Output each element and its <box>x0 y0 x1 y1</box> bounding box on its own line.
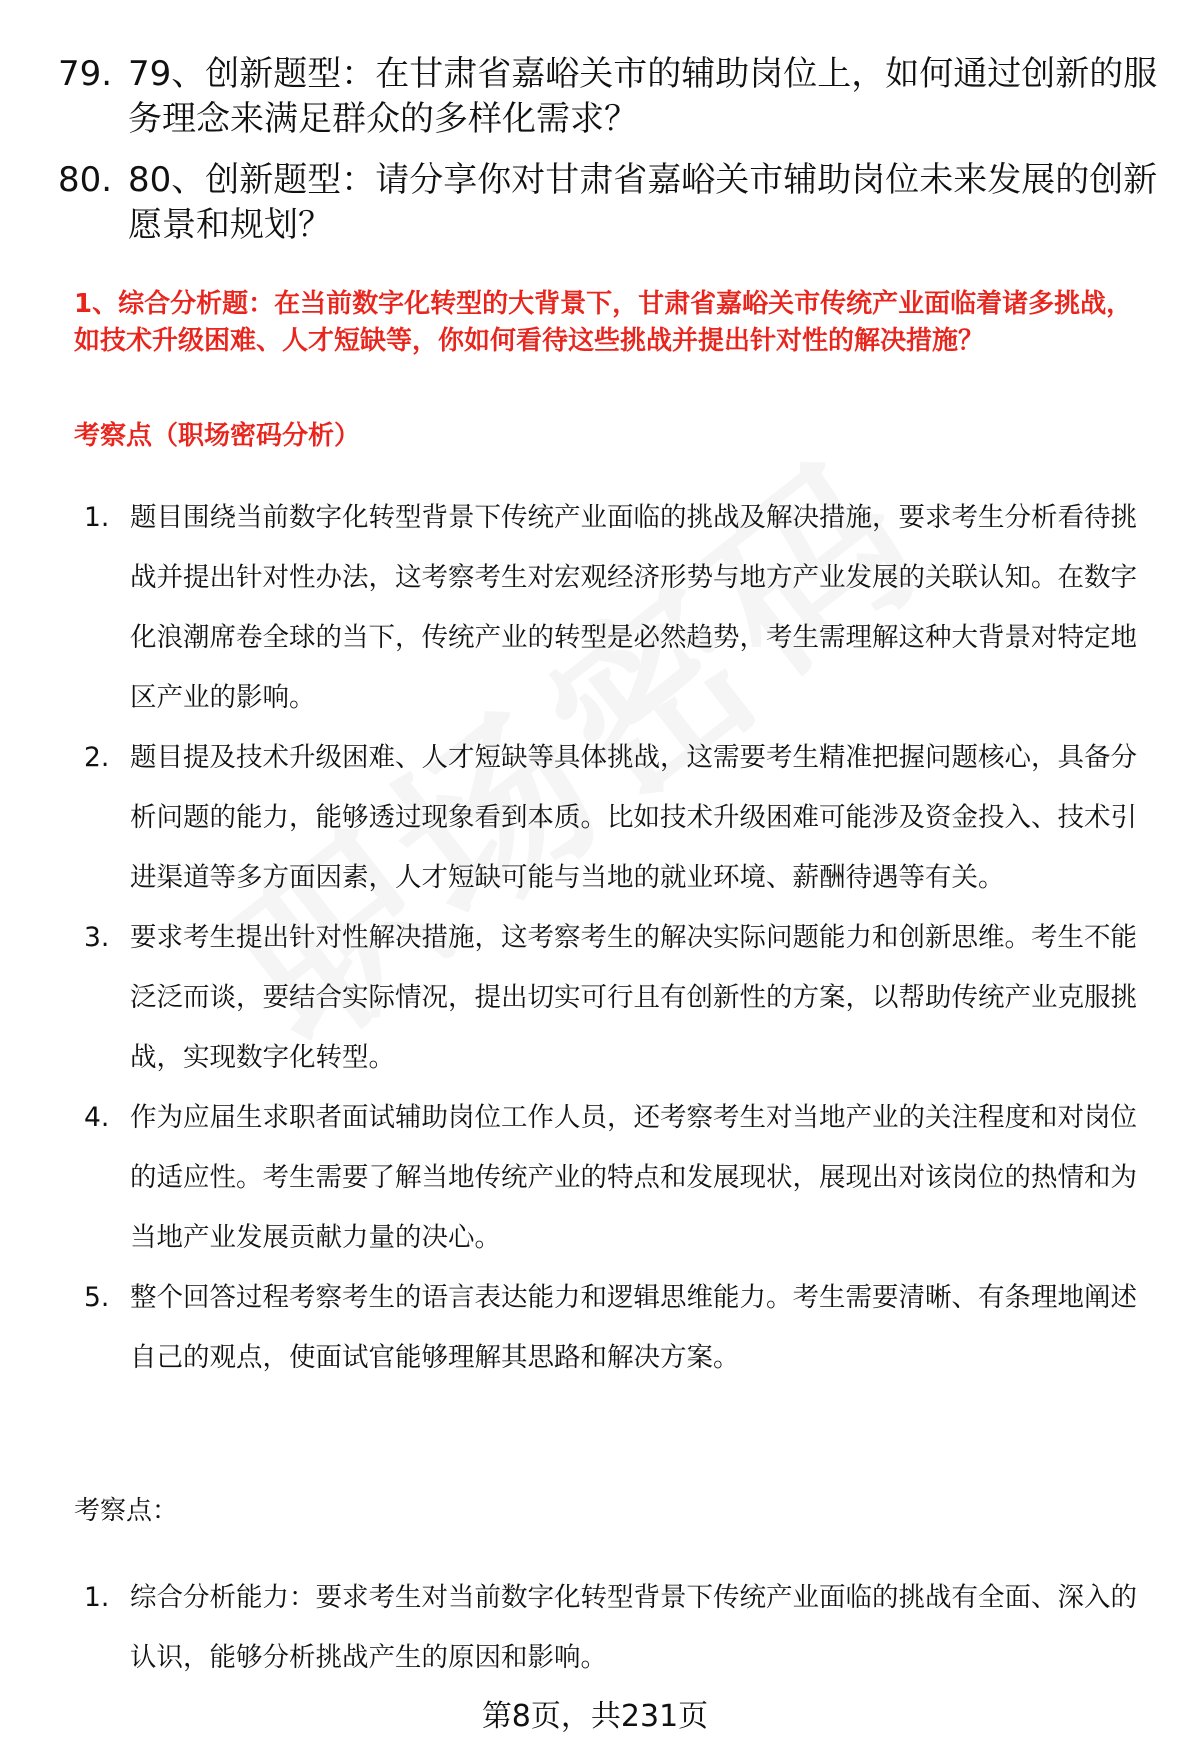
list-item <box>84 728 1154 908</box>
analysis-point-list <box>84 488 1154 1388</box>
analysis-heading: 考察点（职场密码分析） <box>74 421 361 451</box>
list-item <box>84 1568 1154 1688</box>
exam-points-heading: 考察点： <box>74 1496 179 1526</box>
list-item-number: 4. <box>84 1102 110 1133</box>
list-item <box>84 1088 1154 1268</box>
list-item-number: 2. <box>84 742 110 773</box>
list-item-number: 5. <box>84 1282 110 1313</box>
list-item <box>84 908 1154 1088</box>
list-item-text: 题目提及技术升级困难、人才短缺等具体挑战，这需要考生精准把握问题核心，具备分析问题的能力，能够透过现象看到本质。比如技术升级困难可能涉及资金投入、技术引进渠道等多方面因素，人才短缺可能与当地的就业环境、薪酬待遇等有关。 <box>130 742 1137 893</box>
question-text: 79、创新题型：在甘肃省嘉峪关市的辅助岗位上，如何通过创新的服务理念来满足群众的多样化需求？ <box>128 54 1158 139</box>
list-item-text: 作为应届生求职者面试辅助岗位工作人员，还考察考生对当地产业的关注程度和对岗位的适应性。考生需要了解当地传统产业的特点和发展现状，展现出对该岗位的热情和为当地产业发展贡献力量的决心。 <box>130 1102 1137 1253</box>
exam-point-list <box>84 1568 1154 1688</box>
list-item-text: 要求考生提出针对性解决措施，这考察考生的解决实际问题能力和创新思维。考生不能泛泛而谈，要结合实际情况，提出切实可行且有创新性的方案，以帮助传统产业克服挑战，实现数字化转型。 <box>130 922 1137 1073</box>
question-text: 80、创新题型：请分享你对甘肃省嘉峪关市辅助岗位未来发展的创新愿景和规划？ <box>128 160 1158 245</box>
list-item <box>84 1268 1154 1388</box>
list-item-text: 综合分析能力：要求考生对当前数字化转型背景下传统产业面临的挑战有全面、深入的认识，能够分析挑战产生的原因和影响。 <box>130 1582 1137 1673</box>
list-item <box>84 488 1154 728</box>
list-item-number: 3. <box>84 922 110 953</box>
question-number: 79. <box>58 54 113 94</box>
question-item <box>58 158 1158 248</box>
question-list <box>58 52 1158 264</box>
list-item-text: 整个回答过程考察考生的语言表达能力和逻辑思维能力。考生需要清晰、有条理地阐述自己的观点，使面试官能够理解其思路和解决方案。 <box>130 1282 1137 1373</box>
question-number: 80. <box>58 160 113 200</box>
list-item-number: 1. <box>84 1582 110 1613</box>
list-item-text: 题目围绕当前数字化转型背景下传统产业面临的挑战及解决措施，要求考生分析看待挑战并提出针对性办法，这考察考生对宏观经济形势与地方产业发展的关联认知。在数字化浪潮席卷全球的当下，传统产业的转型是必然趋势，考生需理解这种大背景对特定地区产业的影响。 <box>130 502 1137 713</box>
page-footer: 第8页，共231页 <box>481 1699 709 1734</box>
analysis-question: 1、综合分析题：在当前数字化转型的大背景下，甘肃省嘉峪关市传统产业面临着诸多挑战，如技术升级困难、人才短缺等，你如何看待这些挑战并提出针对性的解决措施？ <box>74 289 1133 356</box>
question-item <box>58 52 1158 142</box>
list-item-number: 1. <box>84 502 110 533</box>
